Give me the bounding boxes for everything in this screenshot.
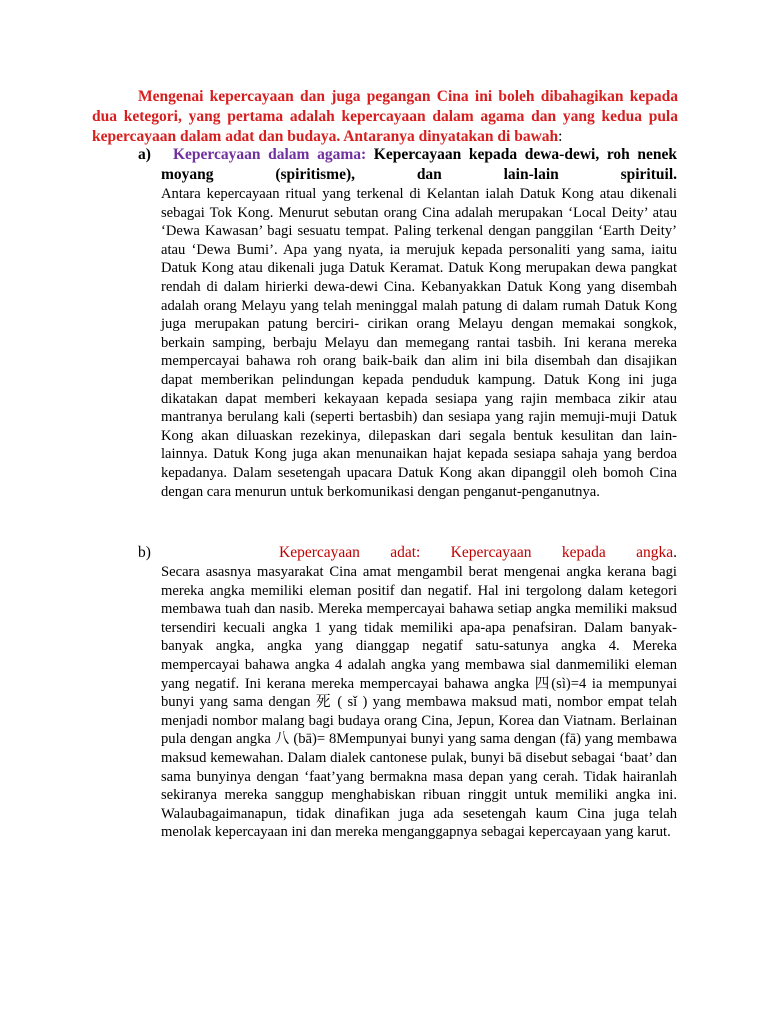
section-b-heading-tail: .: [673, 544, 677, 561]
intro-text: Mengenai kepercayaan dan juga pegangan Cina ini boleh dibahagikan kepada dua ketegori, yang pertama adalah kepercayaan dalam agama dan yang kedua pula kepercayaan dalam adat dan budaya. Antaranya dinyatakan di bawah: [92, 88, 678, 145]
section-a-label: Kepercayaan dalam agama:: [173, 146, 367, 163]
section-b-body: [161, 543, 677, 842]
section-a-marker: a): [138, 146, 151, 163]
section-a-body: [161, 145, 677, 501]
intro-colon: :: [558, 128, 563, 145]
section-b-heading-text: Kepercayaan adat: Kepercayaan kepada angka: [279, 544, 674, 561]
section-a-heading: [161, 145, 677, 185]
section-b-heading: [161, 543, 677, 563]
intro-paragraph: [92, 87, 678, 147]
section-a-paragraph: Antara kepercayaan ritual yang terkenal di Kelantan ialah Datuk Kong atau dikenali sebagai Tok Kong. Menurut sebutan orang Cina adalah merupakan ‘Local Deity’ atau ‘Dewa Kawasan’ bagi sesuatu tempat. Paling terkenal dengan panggilan ‘Earth Deity’ atau ‘Dewa Bumi’. Apa yang nyata, ia merujuk kepada personaliti yang sama, iaitu Datuk Kong atau dikenali juga Datuk Keramat. Datuk Kong merupakan dewa pangkat rendah di dalam hirierki dewa-dewi Cina. Kebanyakkan Datuk Kong yang disembah adalah orang Melayu yang telah meninggal malah patung di dalam rumah Datuk Kong juga merupakan patung berciri- cirikan orang Melayu dengan memakai songkok, berkain samping, berbaju Melayu dan memegang rantai tasbih. Ini kerana mereka mempercayai bahawa roh orang baik-baik dan alim ini bila disembah dan disajikan dapat memberikan pelindungan kepada penduduk kampung. Datuk Kong ini juga dikatakan dapat memberi kekayaan kepada sesiapa yang rajin membaca zikir atau mantranya berulang kali (seperti bertasbih) dan sesiapa yang rajin memuji-muji Datuk Kong akan diluaskan rezekinya, dilepaskan dari segala bentuk kesulitan dan lain-lainnya. Datuk Kong juga akan menunaikan hajat kepada sesiapa sahaja yang berdoa kepadanya. Dalam sesetengah upacara Datuk Kong akan dipanggil oleh bomoh Cina dengan cara menurun untuk berkomunikasi dengan penganut-penganutnya.: [161, 186, 677, 500]
section-b-marker: b): [138, 544, 151, 561]
section-a-heading-text: Kepercayaan kepada dewa-dewi, roh nenek moyang (spiritisme), dan lain-lain spirituil.: [161, 146, 678, 183]
section-b-paragraph: Secara asasnya masyarakat Cina amat mengambil berat mengenai angka kerana bagi mereka angka memiliki eleman positif dan negatif. Hal ini tergolong dalam ketegori membawa tuah dan nasib. Mereka mempercayai bahawa setiap angka memiliki maksud tersendiri kecuali angka 1 yang tidak memiliki apa-apa penafsiran. Dalam banyak-banyak angka, angka yang dianggap negatif satu-satunya angka 4. Mereka mempercayai bahawa angka 4 adalah angka yang membawa sial danmemiliki eleman yang negatif. Ini kerana mereka mempercayai bahawa angka 四(sì)=4 ia mempunyai bunyi yang sama dengan 死 ( sǐ ) yang membawa maksud mati, nombor empat telah menjadi nombor malang bagi budaya orang Cina, Jepun, Korea dan Viatnam. Berlainan pula dengan angka 八 (bā)= 8Mempunyai bunyi yang sama dengan (fā) yang membawa maksud kemewahan. Dalam dialek cantonese pulak, bunyi bā disebut sebagai ‘baat’ dan sama bunyinya dengan ‘faat’yang bermakna masa depan yang cerah. Tidak hairanlah sekiranya mereka sanggup menghabiskan ribuan ringgit untuk memiliki angka ini. Walaubagaimanapun, tidak dinafikan juga ada sesetengah kaum Cina juga telah menolak kepercayaan ini dan mereka menganggapnya sebagai kepercayaan yang karut.: [161, 564, 677, 841]
